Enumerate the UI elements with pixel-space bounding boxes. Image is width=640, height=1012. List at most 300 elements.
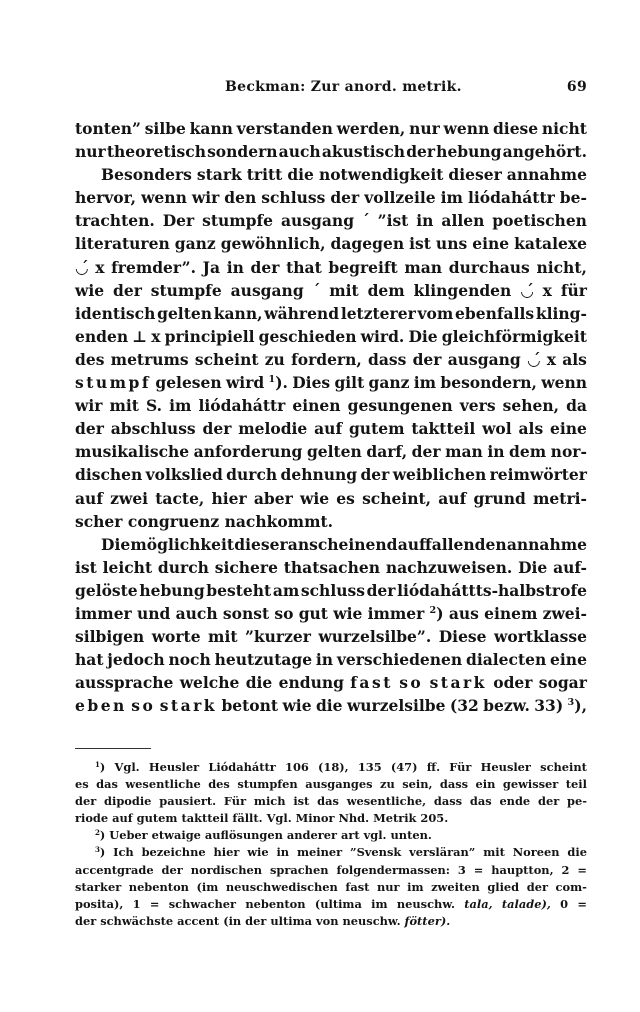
word: wurzelsilbe bbox=[346, 696, 446, 716]
word: ausgang bbox=[447, 349, 521, 369]
word: tonten” bbox=[75, 119, 141, 138]
word: ist bbox=[409, 234, 431, 254]
word: hauptton, bbox=[491, 862, 554, 877]
word: gutem bbox=[348, 419, 405, 439]
word: accent bbox=[177, 913, 220, 928]
word: Dies bbox=[292, 373, 331, 393]
word: mit bbox=[483, 845, 505, 860]
word: wesentliche, bbox=[346, 794, 427, 809]
word: das bbox=[317, 794, 339, 809]
word: der bbox=[406, 142, 436, 162]
word: es bbox=[75, 777, 89, 792]
word: akustisch bbox=[321, 142, 406, 162]
word: neuschw. bbox=[396, 896, 455, 911]
word: mit bbox=[208, 627, 238, 647]
word: man bbox=[445, 442, 483, 462]
word: neuschw. bbox=[342, 913, 401, 928]
word: stark bbox=[196, 165, 242, 185]
word: Die bbox=[408, 326, 438, 346]
word: letzterer bbox=[340, 303, 416, 323]
word: ausganges bbox=[305, 777, 373, 792]
word: etwaige bbox=[151, 828, 201, 843]
word: einen bbox=[292, 396, 341, 416]
word: stumpfe bbox=[202, 211, 274, 231]
word: meiner bbox=[296, 845, 343, 860]
word: in bbox=[487, 442, 505, 462]
word: hebung bbox=[139, 580, 205, 600]
word: schluss bbox=[300, 580, 365, 600]
word: metrums bbox=[110, 349, 189, 369]
word: vgl. bbox=[363, 828, 387, 843]
word: eine bbox=[550, 650, 587, 670]
word: unten. bbox=[390, 828, 432, 843]
word: (18), bbox=[318, 760, 349, 774]
word: verstanden bbox=[236, 119, 333, 138]
word: gilt bbox=[334, 373, 365, 393]
word: nicht bbox=[541, 119, 587, 138]
word: x bbox=[546, 349, 556, 369]
word: dehnung bbox=[280, 465, 358, 485]
word: anderer bbox=[286, 828, 338, 843]
word: wenn bbox=[141, 188, 187, 208]
word: in bbox=[416, 211, 434, 231]
word: Heusler bbox=[480, 760, 531, 774]
word: Noreen bbox=[512, 845, 560, 860]
word: die bbox=[567, 845, 587, 860]
word: ist bbox=[75, 557, 97, 577]
word: $^3$) bbox=[95, 845, 106, 860]
word: gelesen bbox=[155, 373, 222, 393]
word: melodie bbox=[238, 419, 308, 439]
text-line bbox=[75, 209, 587, 232]
word: angehört. bbox=[502, 142, 587, 162]
word: trachten. bbox=[75, 211, 155, 231]
word: durchaus bbox=[448, 257, 530, 277]
word: annahme bbox=[506, 165, 587, 185]
word: gelöste bbox=[75, 580, 138, 600]
word: heutzutage bbox=[214, 650, 313, 670]
word: Die bbox=[101, 534, 131, 554]
word: pausiert. bbox=[159, 794, 217, 809]
word: be- bbox=[559, 188, 587, 208]
word: art bbox=[341, 828, 360, 843]
word: man bbox=[404, 257, 443, 277]
word: zwei- bbox=[542, 603, 587, 623]
word: ˊ bbox=[361, 211, 370, 231]
footnote-divider bbox=[75, 748, 151, 749]
word: möglichkeit bbox=[130, 534, 235, 554]
word: volkslied bbox=[145, 465, 223, 485]
word: kling- bbox=[535, 303, 587, 323]
word: allen bbox=[441, 211, 485, 231]
text-line bbox=[75, 302, 587, 325]
word: $^2$) bbox=[95, 828, 106, 843]
word: pe- bbox=[567, 794, 587, 809]
word: vers bbox=[459, 396, 496, 416]
word: der bbox=[360, 465, 390, 485]
text-line bbox=[75, 533, 587, 556]
word: gelten bbox=[306, 442, 362, 462]
word: Ueber bbox=[109, 828, 148, 843]
word: am bbox=[272, 580, 300, 600]
word: com- bbox=[555, 879, 587, 894]
word: ein bbox=[475, 777, 496, 792]
word: abschluss bbox=[110, 419, 196, 439]
word: geschieden bbox=[258, 326, 357, 346]
word: katalexe bbox=[514, 234, 587, 254]
word: stumpf bbox=[75, 373, 152, 393]
word: die bbox=[287, 165, 314, 185]
text-line bbox=[75, 510, 587, 533]
text-line bbox=[75, 140, 587, 163]
word: ebenfalls bbox=[455, 303, 535, 323]
word: literaturen bbox=[75, 234, 170, 254]
word: poetischen bbox=[492, 211, 587, 231]
word: nordischen bbox=[190, 862, 263, 877]
word: = bbox=[149, 896, 160, 911]
word: ist bbox=[293, 794, 310, 809]
word: besondern, bbox=[440, 373, 537, 393]
word: diese bbox=[492, 119, 539, 138]
word: anscheinend bbox=[287, 534, 398, 554]
word: silbe bbox=[144, 119, 186, 138]
word: auf bbox=[112, 811, 133, 826]
word: nur bbox=[376, 879, 400, 894]
word: gut bbox=[298, 603, 328, 623]
word: glied bbox=[487, 879, 520, 894]
word: immer bbox=[367, 603, 425, 623]
word: thatsachen bbox=[283, 557, 380, 577]
word: stark bbox=[159, 696, 218, 716]
word: nicht, bbox=[536, 257, 587, 277]
word: wurzelsilbe”. bbox=[318, 627, 432, 647]
word: ”ist bbox=[377, 211, 409, 231]
word: talade), bbox=[501, 896, 551, 911]
word: im bbox=[440, 188, 463, 208]
text-line bbox=[75, 163, 587, 186]
word: ff. bbox=[426, 760, 441, 774]
word: eine bbox=[472, 234, 510, 254]
word: fordern, bbox=[291, 349, 362, 369]
word: ganz bbox=[174, 234, 216, 254]
word: dieser bbox=[448, 165, 502, 185]
footnote-line bbox=[75, 896, 587, 913]
footnote-line bbox=[75, 776, 587, 793]
word: auch bbox=[278, 142, 321, 162]
text-line bbox=[75, 602, 587, 625]
word: Liódaháttr bbox=[208, 760, 276, 774]
word: der bbox=[526, 879, 548, 894]
word: aber bbox=[253, 488, 293, 508]
footnote-line bbox=[75, 759, 587, 776]
word: sprachen bbox=[269, 862, 329, 877]
word: der bbox=[412, 349, 442, 369]
word: posita), bbox=[75, 896, 124, 911]
word: dipodie bbox=[104, 794, 152, 809]
word: tala, bbox=[464, 896, 493, 911]
footnote-line bbox=[75, 793, 587, 810]
word: nur bbox=[75, 142, 106, 162]
word: wie bbox=[333, 603, 363, 623]
word: des bbox=[208, 777, 230, 792]
word: zwei bbox=[110, 488, 149, 508]
word: scheint, bbox=[362, 488, 432, 508]
word: noch bbox=[168, 650, 211, 670]
word: dem bbox=[509, 442, 547, 462]
word: dem bbox=[367, 280, 405, 300]
word: wird bbox=[225, 373, 265, 393]
word: in bbox=[276, 845, 290, 860]
word: enden bbox=[75, 326, 129, 346]
word: weiblichen bbox=[392, 465, 487, 485]
word: eine bbox=[550, 419, 587, 439]
word: ”kurzer bbox=[244, 627, 311, 647]
word: welche bbox=[179, 673, 240, 693]
word: ⊥ bbox=[132, 326, 148, 346]
word: liódaháttr bbox=[198, 396, 286, 416]
word: that bbox=[286, 257, 322, 277]
word: als bbox=[562, 349, 587, 369]
word: folgendermassen: bbox=[336, 862, 450, 877]
word: gewöhnlich, bbox=[220, 234, 326, 254]
word: auf bbox=[438, 488, 467, 508]
word: taktteil bbox=[181, 811, 229, 826]
word: tacte, bbox=[155, 488, 205, 508]
word: da bbox=[566, 396, 587, 416]
word: endung bbox=[278, 673, 344, 693]
word: fast bbox=[350, 673, 393, 693]
word: zu bbox=[379, 777, 395, 792]
word: ◡́ bbox=[520, 280, 534, 300]
word: so bbox=[399, 673, 424, 693]
word: grund bbox=[473, 488, 526, 508]
word: (32 bbox=[449, 696, 479, 716]
word: identisch bbox=[75, 303, 156, 323]
word: auf bbox=[75, 488, 103, 508]
word: tritt bbox=[246, 165, 283, 185]
word: sogar bbox=[538, 673, 587, 693]
word: ultima bbox=[270, 913, 313, 928]
word: der bbox=[113, 280, 142, 300]
word: wie bbox=[282, 696, 312, 716]
word: den bbox=[224, 188, 257, 208]
word: der bbox=[202, 419, 232, 439]
word: sichere bbox=[214, 557, 278, 577]
word: x bbox=[151, 326, 161, 346]
word: Nhd. bbox=[338, 811, 370, 826]
text-line bbox=[75, 648, 587, 671]
footnote-line bbox=[75, 844, 587, 861]
word: der bbox=[75, 913, 97, 928]
word: ◡́ bbox=[75, 257, 89, 277]
word: dialecten bbox=[466, 650, 547, 670]
word: mit bbox=[109, 396, 139, 416]
word: dass bbox=[439, 777, 469, 792]
word: im bbox=[407, 879, 424, 894]
word: in bbox=[226, 257, 244, 277]
word: 205. bbox=[420, 811, 449, 826]
word: wie bbox=[247, 845, 269, 860]
word: im bbox=[371, 896, 388, 911]
word: der bbox=[75, 794, 97, 809]
word: nor- bbox=[550, 442, 587, 462]
text-line bbox=[75, 671, 587, 694]
word: hat bbox=[75, 650, 104, 670]
text-line bbox=[75, 487, 587, 510]
word: so bbox=[131, 696, 156, 716]
word: betont bbox=[221, 696, 279, 716]
word: für bbox=[560, 280, 587, 300]
word: 3 bbox=[457, 862, 466, 877]
word: reimwörter bbox=[489, 465, 587, 485]
word: riode bbox=[75, 811, 109, 826]
footnote-line bbox=[75, 862, 587, 879]
word: 0 bbox=[560, 896, 569, 911]
word: 135 bbox=[357, 760, 382, 774]
word: Besonders bbox=[101, 165, 192, 185]
word: begreift bbox=[328, 257, 398, 277]
word: ˊ bbox=[312, 280, 321, 300]
word: Vgl. bbox=[266, 811, 292, 826]
word: der bbox=[245, 913, 267, 928]
word: fast bbox=[345, 879, 370, 894]
word: wesentliche bbox=[125, 777, 201, 792]
word: Für bbox=[223, 794, 247, 809]
word: Metrik bbox=[373, 811, 417, 826]
word: fremder”. bbox=[111, 257, 196, 277]
word: (47) bbox=[390, 760, 418, 774]
word: (in bbox=[223, 913, 242, 928]
word: S. bbox=[146, 396, 163, 416]
word: die bbox=[315, 696, 343, 716]
word: 2 bbox=[561, 862, 570, 877]
word: dass bbox=[433, 794, 463, 809]
word: der bbox=[75, 419, 104, 439]
word: des bbox=[75, 349, 105, 369]
word: werden, bbox=[336, 119, 406, 138]
word: vollzeile bbox=[364, 188, 436, 208]
word: accentgrade bbox=[75, 862, 154, 877]
word: Ja bbox=[202, 257, 221, 277]
word: stumpfen bbox=[237, 777, 298, 792]
word: anforderung bbox=[193, 442, 303, 462]
word: schluss bbox=[261, 188, 326, 208]
word: Heusler bbox=[148, 760, 200, 774]
word: auf bbox=[314, 419, 343, 439]
word: schwächste bbox=[100, 913, 174, 928]
text-line bbox=[75, 348, 587, 371]
word: der bbox=[538, 794, 560, 809]
word: neuschwedischen bbox=[225, 879, 338, 894]
page-number: 69 bbox=[566, 79, 587, 95]
word: kann, bbox=[213, 303, 263, 323]
word: metri- bbox=[533, 488, 587, 508]
word: ende bbox=[499, 794, 531, 809]
text-line bbox=[75, 371, 587, 394]
word: gutem bbox=[136, 811, 178, 826]
text-line bbox=[75, 186, 587, 209]
word: besteht bbox=[206, 580, 272, 600]
word: verschiedenen bbox=[336, 650, 463, 670]
word: hier bbox=[211, 488, 247, 508]
word: und bbox=[136, 603, 171, 623]
word: = bbox=[473, 862, 484, 877]
word: principiell bbox=[164, 326, 255, 346]
word: ausgang bbox=[281, 211, 355, 231]
word: Minor bbox=[295, 811, 335, 826]
word: = bbox=[577, 896, 587, 911]
word: dagegen bbox=[330, 234, 405, 254]
word: stumpfe bbox=[150, 280, 222, 300]
word: stark bbox=[429, 673, 487, 693]
footnote-line bbox=[75, 810, 587, 827]
word: ◡́ bbox=[526, 349, 541, 369]
word: 33) bbox=[534, 696, 564, 716]
word: leicht bbox=[102, 557, 153, 577]
word: dass bbox=[368, 349, 407, 369]
word: gesungenen bbox=[347, 396, 453, 416]
word: versläran” bbox=[409, 845, 476, 860]
word: nur bbox=[409, 119, 440, 138]
word: scheint bbox=[540, 760, 587, 774]
word: taktteil bbox=[411, 419, 476, 439]
word: hebung bbox=[436, 142, 502, 162]
footnote-line bbox=[75, 827, 587, 844]
text-line bbox=[75, 579, 587, 602]
word: Für bbox=[449, 760, 472, 774]
word: nebenton bbox=[128, 879, 189, 894]
word: dieser bbox=[234, 534, 288, 554]
word: ganz bbox=[368, 373, 410, 393]
word: musikalische bbox=[75, 442, 190, 462]
word: notwendigkeit bbox=[318, 165, 444, 185]
word: das bbox=[469, 794, 492, 809]
word: nachzuweisen. bbox=[385, 557, 513, 577]
word: scher bbox=[75, 511, 123, 531]
word: so bbox=[274, 603, 294, 623]
word: $^2$) bbox=[429, 603, 444, 623]
word: der bbox=[411, 442, 441, 462]
word: eben bbox=[75, 696, 127, 716]
word: gelten bbox=[157, 303, 212, 323]
text-line bbox=[75, 232, 587, 255]
word: immer bbox=[75, 603, 132, 623]
word: die bbox=[245, 673, 273, 693]
word: Diese bbox=[438, 627, 487, 647]
word: in bbox=[315, 650, 334, 670]
word: liódaháttr bbox=[467, 188, 555, 208]
word: jedoch bbox=[107, 650, 165, 670]
word: dischen bbox=[75, 465, 143, 485]
word: aus bbox=[448, 603, 479, 623]
word: im bbox=[413, 373, 437, 393]
word: es bbox=[336, 488, 355, 508]
word: kann bbox=[189, 119, 233, 138]
text-line bbox=[75, 256, 587, 279]
word: durch bbox=[226, 465, 278, 485]
word: mich bbox=[253, 794, 286, 809]
text-line bbox=[75, 556, 587, 579]
footnotes bbox=[75, 759, 587, 930]
word: wir bbox=[75, 396, 103, 416]
word: vom bbox=[417, 303, 454, 323]
word: liódaháttts-halbstrofe bbox=[397, 580, 587, 600]
word: 106 bbox=[285, 760, 309, 774]
word: gewisser bbox=[502, 777, 559, 792]
word: starker bbox=[75, 879, 122, 894]
word: silbigen bbox=[75, 627, 145, 647]
word: (im bbox=[196, 879, 219, 894]
